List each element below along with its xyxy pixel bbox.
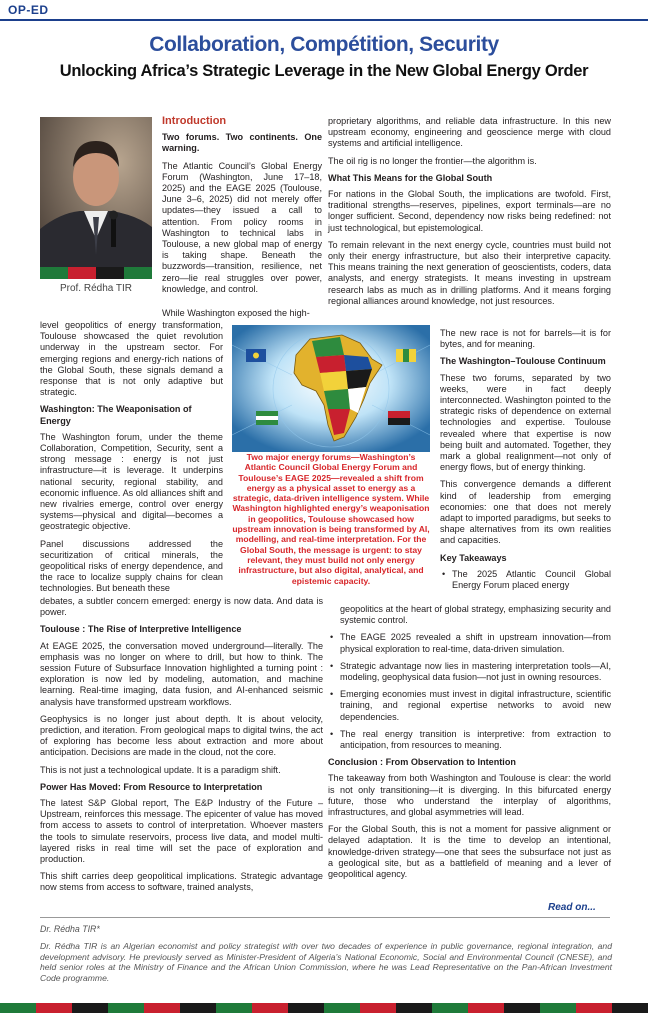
weaponisation-paragraph-2b: debates, a subtler concern emerged: energy is now data. And data is power. [40, 596, 323, 618]
global-south-heading: What This Means for the Global South [328, 172, 493, 183]
intro-block [162, 116, 322, 301]
takeaway-item: • The EAGE 2025 revealed a shift in upstream innovation—from physical exploration to real-time, data-driven simulation. [328, 632, 611, 654]
takeaway-item: • Emerging economies must invest in digital infrastructure, scientific training, and regional expertise networks to avoid new dependencies. [328, 689, 611, 723]
intro-paragraph-2a: While Washington exposed the high- [162, 308, 310, 318]
author-bio: Dr. Rédha TIR is an Algerian economist and policy strategist with over two decades of experience in public governance, regional integration, and development advisory. He previously served as Minister-President of Algeria’s National Economic, Social and Environmental Council (CNESE), and held senior roles at the Ministry of Finance and the African Union Commission, where he was Lead Representative on the Pan-African Investment Code programme. [40, 941, 612, 983]
power-paragraph-2: This shift carries deep geopolitical implications. Strategic advantage now stems from access to software, trained analysts, [40, 871, 323, 893]
weaponisation-paragraph-1: The Washington forum, under the theme Collaboration, Competition, Security, sent a strong message : energy is not just infrastructure—it is leverage. It underpins national security, regional stability, and economic influence. As old alliances shift and new rivalries emerge, control over energy systems—physical and digital—becomes a geostrategic objective. [40, 431, 223, 532]
author-photo [40, 117, 152, 267]
takeaway-item-0b: geopolitics at the heart of global strategy, emphasizing security and systemic control. [340, 604, 611, 626]
power-paragraph-1: The latest S&P Global report, The E&P Industry of the Future – Upstream, reinforces this message. The epicenter of value has moved from access to assets to control of interpretation. Whoever masters the tools to simulate reservoirs, process live data, and model multi-layered risks in real time will set the pace of exploration and production. [40, 798, 323, 865]
article-title: Collaboration, Compétition, Security [149, 33, 499, 56]
intro-paragraph-2b: level geopolitics of energy transformation, Toulouse showcased the quiet revolution underway in the upstream sector. For emerging regions and energy-rich nations of the Global South, these signals demand a response that is not only adaptive but strategic. [40, 320, 223, 398]
toulouse-heading: Toulouse : The Rise of Interpretive Intelligence [40, 624, 242, 635]
power-paragraph-4: The oil rig is no longer the frontier—the algorithm is. [328, 155, 537, 166]
right-column-lower [328, 604, 611, 886]
read-on-link[interactable]: Read on... [548, 902, 596, 913]
intro-lead: Two forums. Two continents. One warning. [162, 132, 322, 154]
right-column-upper [328, 116, 611, 313]
conclusion-paragraph-1: The takeaway from both Washington and Toulouse is clear: the world is not only transitioning—it is diverging. In this bifurcated energy future, those who understand the interplay of algorithms, infrastructures, and global asymmetries will lead. [328, 773, 611, 818]
weaponisation-paragraph-2a: Panel discussions addressed the securitization of critical minerals, the geopolitical risks of energy dependence, and the race to localize supply chains for clean technologies. But beneath these [40, 538, 223, 594]
photo-stripe [40, 267, 152, 279]
global-south-paragraph-2: To remain relevant in the next energy cycle, countries must build not only their energy infrastructure, but also their interpretive capacity. This means training the next generation of geoscientists, coders, data analysts, and energy strategists. It means investing in upstream research labs as much as in drilling platforms. And it means forging regional alliances around knowledge, not just resources. [328, 239, 611, 306]
global-south-paragraph-3: The new race is not for barrels—it is for bytes, and for meaning. [440, 328, 611, 350]
section-label: OP-ED [8, 3, 49, 17]
left-column-upper [40, 320, 223, 601]
bio-divider [40, 917, 610, 918]
conclusion-paragraph-2: For the Global South, this is not a moment for passive alignment or delayed adaptation. It is the time to develop an intentional, knowledge-driven strategy—one that sees the subsurface not just as a geological site, but as a battlefield of meaning and a lever of geopolitical agency. [328, 824, 611, 880]
right-column-narrow [440, 328, 611, 597]
takeaway-item: • The real energy transition is interpretive: from extraction to anticipation, from resources to meaning. [328, 729, 611, 751]
toulouse-paragraph-1: At EAGE 2025, the conversation moved underground—literally. The emphasis was no longer on where to drill, but how to think. The session Future of Subsurface Innovation highlighted a turning point : exploration is now led by modeling, automation, and machine learning. Real-time imaging, data fusion, and AI-enhanced seismic analysis have transformed upstream workflows. [40, 640, 323, 707]
intro-paragraph: The Atlantic Council’s Global Energy Forum (Washington, June 17–18, 2025) and the EAGE 2025 (Toulouse, June 3–6, 2025) did not merely offer updates—they issued a call to attention. From policy rooms in Washington to technical labs in Toulouse, a new global map of energy is taking shape. Beneath the buzzwords—transition, resilience, net zero—lie real struggles over power, knowledge, and control. [162, 160, 322, 294]
africa-flags-graphic [232, 325, 430, 452]
article-subtitle: Unlocking Africa’s Strategic Leverage in the New Global Energy Order [59, 62, 589, 80]
footer-stripe [0, 1003, 648, 1013]
takeaway-item: • Strategic advantage now lies in mastering interpretation tools—AI, modeling, geophysical data fusion—not just in owning resources. [328, 661, 611, 683]
author-name: Dr. Rédha TIR* [40, 924, 100, 934]
power-heading: Power Has Moved: From Resource to Interpretation [40, 781, 263, 792]
continuum-heading: The Washington–Toulouse Continuum [440, 356, 606, 367]
left-column-lower [40, 596, 323, 900]
toulouse-paragraph-2: Geophysics is no longer just about depth. It is about velocity, prediction, and iteration. From geological maps to digital twins, the act of exploring has become less about extraction and more about anticipation. Decisions are made in the cloud, not the core. [40, 713, 323, 758]
header-rule [0, 19, 648, 21]
takeaway-item-0a: • The 2025 Atlantic Council Global Energy Forum placed energy [440, 569, 611, 591]
takeaways-heading: Key Takeaways [440, 552, 507, 563]
global-south-paragraph-1: For nations in the Global South, the implications are twofold. First, traditional strengths—reserves, pipelines, export terminals—are no longer sufficient. Second, dependency now risks being redefined: not just technological, but epistemological. [328, 189, 611, 233]
continuum-paragraph-1: These two forums, separated by two weeks, were in fact deeply interconnected. Washington pointed to the strategic risks of dependence on external technologies and expertise. Toulouse revealed where that expertise is now being built and automated. Together, they mark a global realignment—not only of energy flows, but of energy thinking. [440, 372, 611, 473]
photo-caption: Prof. Rédha TIR [59, 283, 133, 294]
power-paragraph-3: proprietary algorithms, and reliable data infrastructure. In this new upstream economy, engineering and geoscience merge with cloud systems and artificial intelligence. [328, 116, 611, 149]
conclusion-heading: Conclusion : From Observation to Intention [328, 757, 516, 768]
continuum-paragraph-2: This convergence demands a different kind of leadership from emerging economies: one that does not merely adapt to imported paradigms, but seeks to shape alternatives from its own realities and capacities. [440, 479, 611, 546]
intro-heading: Introduction [162, 115, 227, 127]
graphic-caption: Two major energy forums—Washington’s Atlantic Council Global Energy Forum and Toulouse’s EAGE 2025—revealed a shift from energy as a physical asset to energy as a strategic, data-driven intelligence system. While Washington highlighted energy’s weaponisation in geopolitics, Toulouse showcased how upstream innovation is being transformed by AI, modelling, and real-time interpretation. For the Global South, the message is urgent: to stay relevant, they must build not only energy infrastructure, but also digital, analytical, and epistemic capacity. [232, 452, 430, 586]
weaponisation-heading: Washington: The Weaponisation of Energy [40, 404, 192, 426]
toulouse-paragraph-3: This is not just a technological update. It is a paradigm shift. [40, 764, 281, 775]
